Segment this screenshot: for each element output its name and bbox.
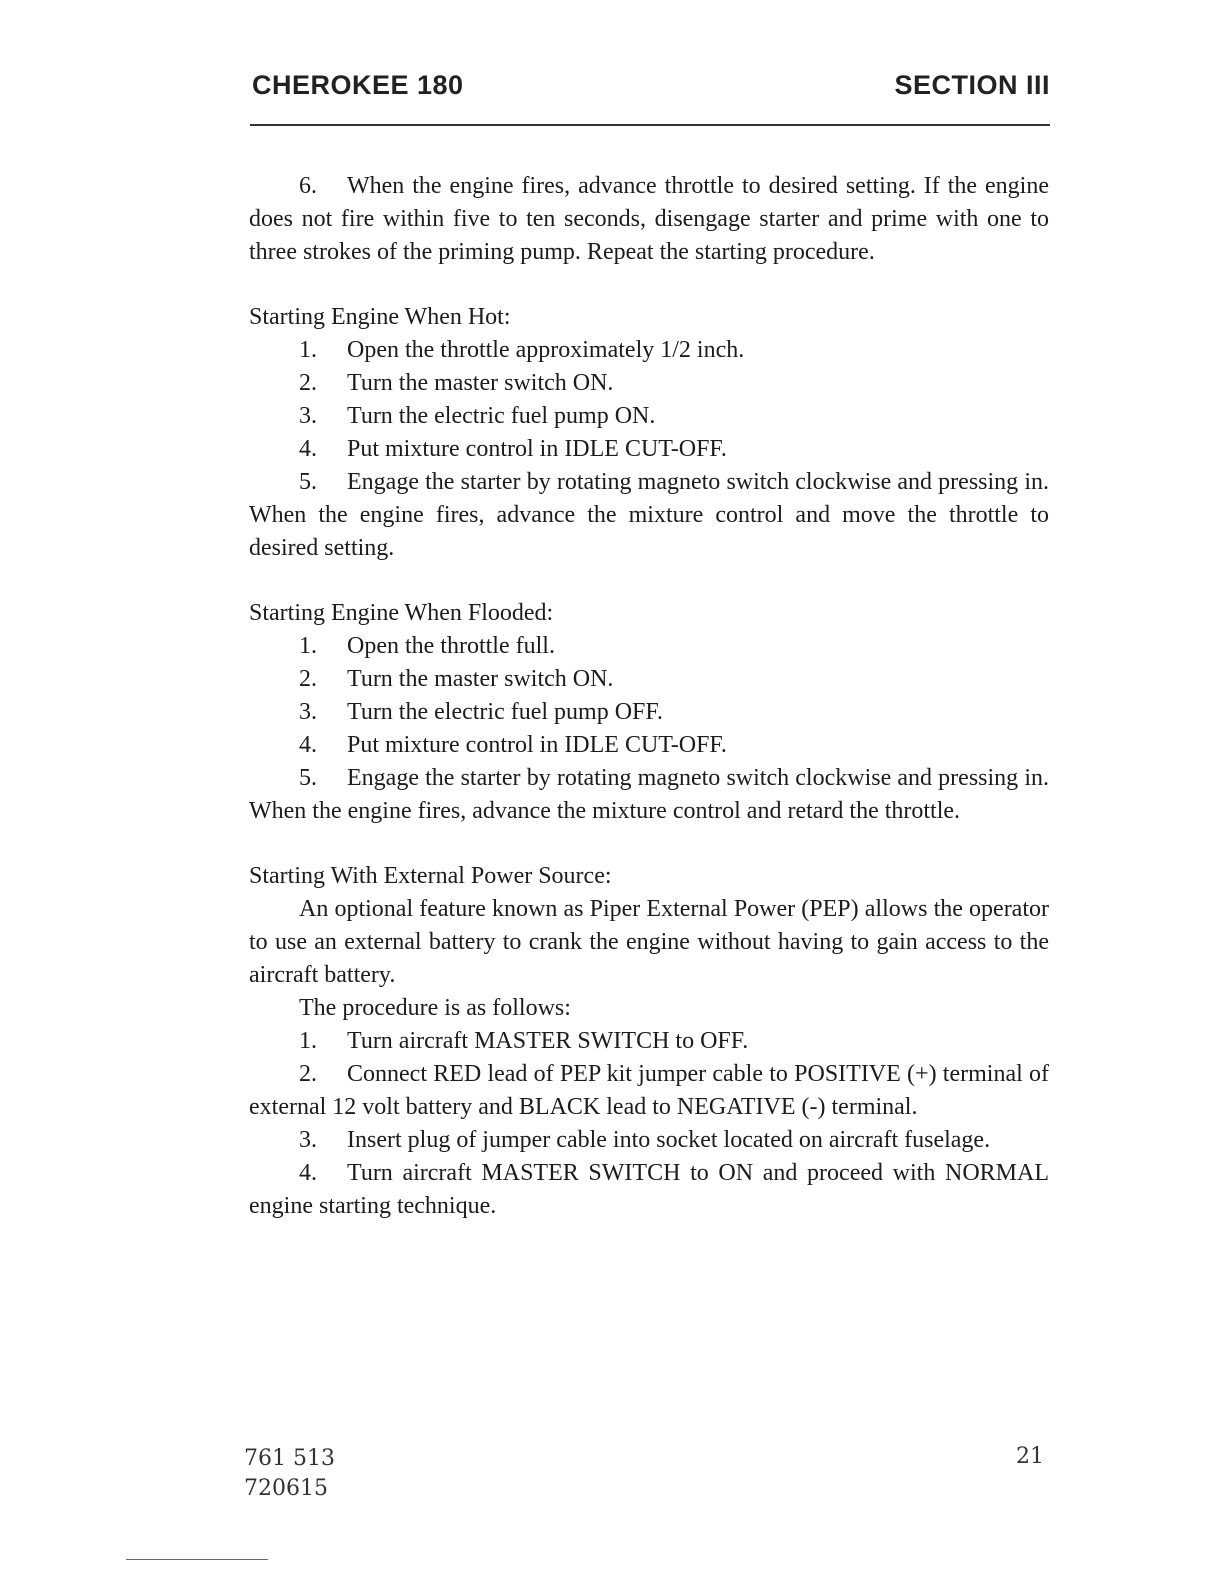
- external-power-heading: Starting With External Power Source:: [249, 863, 612, 889]
- step-number: 6.: [299, 173, 317, 199]
- step-6-paragraph: [249, 170, 1049, 269]
- flooded-step-3: 3. Turn the electric fuel pump OFF.: [299, 699, 663, 725]
- flooded-step-2: 2. Turn the master switch ON.: [299, 666, 614, 692]
- external-step-4: 4. Turn aircraft MASTER SWITCH to ON and proceed with NORMAL engine starting technique.: [249, 1160, 1049, 1219]
- flooded-start-heading: Starting Engine When Flooded:: [249, 600, 554, 626]
- footer-codes: [244, 1444, 335, 1504]
- page-header: [252, 70, 1050, 110]
- bottom-link-underline: [126, 1559, 268, 1560]
- header-title: CHEROKEE 180: [252, 70, 464, 100]
- flooded-step-4: 4. Put mixture control in IDLE CUT-OFF.: [299, 732, 727, 758]
- footer-code-2: 720615: [244, 1476, 328, 1501]
- hot-step-1: 1. Open the throttle approximately 1/2 inch.: [299, 337, 745, 363]
- external-step-2: 2. Connect RED lead of PEP kit jumper cable to POSITIVE (+) terminal of external 12 volt battery and BLACK lead to NEGATIVE (-) terminal.: [249, 1061, 1049, 1120]
- hot-step-4: 4. Put mixture control in IDLE CUT-OFF.: [299, 436, 727, 462]
- page-number: 21: [1016, 1444, 1044, 1469]
- header-divider: [250, 124, 1050, 126]
- hot-start-heading: Starting Engine When Hot:: [249, 304, 511, 330]
- flooded-step-5: 5. Engage the starter by rotating magneto switch clockwise and pressing in. When the engine fires, advance the mixture control and retard the throttle.: [249, 765, 1049, 824]
- external-step-3: 3. Insert plug of jumper cable into socket located on aircraft fuselage.: [299, 1127, 991, 1153]
- hot-step-5: 5. Engage the starter by rotating magneto switch clockwise and pressing in. When the engine fires, advance the mixture control and move the throttle to desired setting.: [249, 469, 1049, 561]
- external-procedure-label: The procedure is as follows:: [299, 995, 571, 1021]
- step-text: When the engine fires, advance throttle to desired setting. If the engine does not fire within five to ten seconds, disengage starter and prime with one to three strokes of the priming pump. Repeat the starting procedure.: [249, 173, 1049, 265]
- flooded-step-1: 1. Open the throttle full.: [299, 633, 555, 659]
- external-step-1: 1. Turn aircraft MASTER SWITCH to OFF.: [299, 1028, 749, 1054]
- page-body: [249, 170, 1049, 1223]
- footer-code-1: 761 513: [244, 1446, 335, 1471]
- hot-step-3: 3. Turn the electric fuel pump ON.: [299, 403, 656, 429]
- hot-step-2: 2. Turn the master switch ON.: [299, 370, 614, 396]
- external-power-intro: An optional feature known as Piper External Power (PEP) allows the operator to use an external battery to crank the engine without having to gain access to the aircraft battery.: [249, 896, 1049, 988]
- header-section: SECTION III: [894, 70, 1050, 100]
